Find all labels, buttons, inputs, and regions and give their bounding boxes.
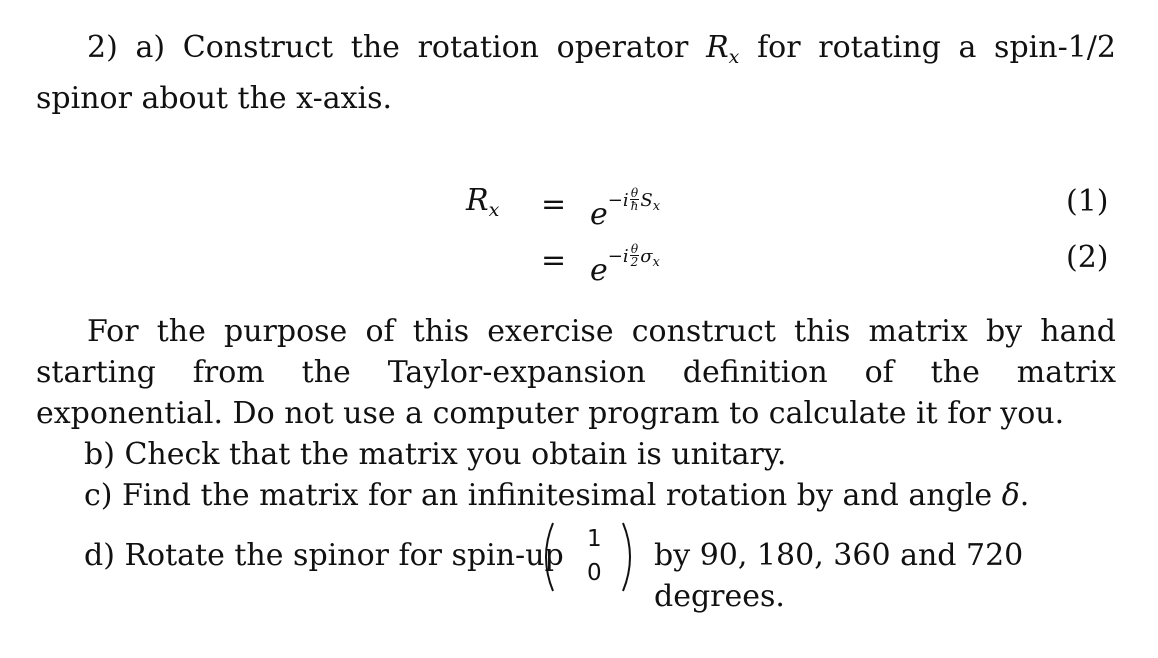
rotation-operator-symbol: R xyxy=(706,30,729,65)
equation-1-fraction xyxy=(630,187,640,212)
left-paren-icon xyxy=(537,520,557,594)
equation-2-frac-numerator: θ xyxy=(630,242,639,256)
part-d-after: by 90, 180, 360 and 720 degrees. xyxy=(654,538,1024,614)
equation-1-base: e xyxy=(590,197,608,232)
equation-2-number: (2) xyxy=(1066,240,1109,275)
equation-2-fraction xyxy=(630,243,640,268)
part-d-before: d) Rotate the spinor for spin-up xyxy=(84,538,564,573)
right-paren-icon xyxy=(619,520,639,594)
equation-2-exp-operator: σ xyxy=(640,246,653,267)
equation-1-lhs xyxy=(466,183,499,221)
equation-1-rhs xyxy=(590,187,660,232)
part-a-lead: 2) a) Construct the rotation operator xyxy=(87,30,707,65)
part-b-text: b) Check that the matrix you obtain is unitary. xyxy=(84,437,787,472)
equation-2-equals: = xyxy=(541,243,567,278)
equation-1-exp-prefix: −i xyxy=(607,190,629,211)
equation-2-rhs xyxy=(590,243,660,288)
part-c-line xyxy=(84,475,1029,516)
part-a-paragraph xyxy=(36,27,1116,119)
equation-1-equals: = xyxy=(541,187,567,222)
equation-2-exp-subscript: x xyxy=(652,255,660,270)
equation-1-number: (1) xyxy=(1066,184,1109,219)
vector-top: 1 xyxy=(587,526,602,552)
equation-2-base: e xyxy=(590,253,608,288)
part-c-text: c) Find the matrix for an infinitesimal rotation by and angle xyxy=(84,478,1002,513)
vector-bottom: 0 xyxy=(587,560,602,586)
instructions-paragraph: For the purpose of this exercise construct this matrix by hand starting from the Taylor-expansion definition of the matrix exponential. Do not use a computer program to calculate it for you. xyxy=(36,314,1116,431)
equation-1-exp-operator: S xyxy=(640,190,653,211)
equation-1-lhs-subscript: x xyxy=(488,199,500,221)
rotation-operator-subscript: x xyxy=(728,46,740,68)
part-a-tail: for rotating a spin-1/2 spinor about the x-axis. xyxy=(36,30,1116,116)
spin-up-vector xyxy=(537,520,642,594)
equation-2-frac-denominator: 2 xyxy=(630,255,639,269)
equation-1-lhs-symbol: R xyxy=(466,183,489,218)
equation-1-exp-subscript: x xyxy=(652,199,661,214)
equation-1-frac-numerator: θ xyxy=(630,186,639,200)
delta-symbol: δ xyxy=(1001,478,1020,513)
equation-1-frac-denominator: ħ xyxy=(630,199,639,213)
equation-2-exp-prefix: −i xyxy=(607,246,629,267)
part-c-end: . xyxy=(1019,478,1030,513)
